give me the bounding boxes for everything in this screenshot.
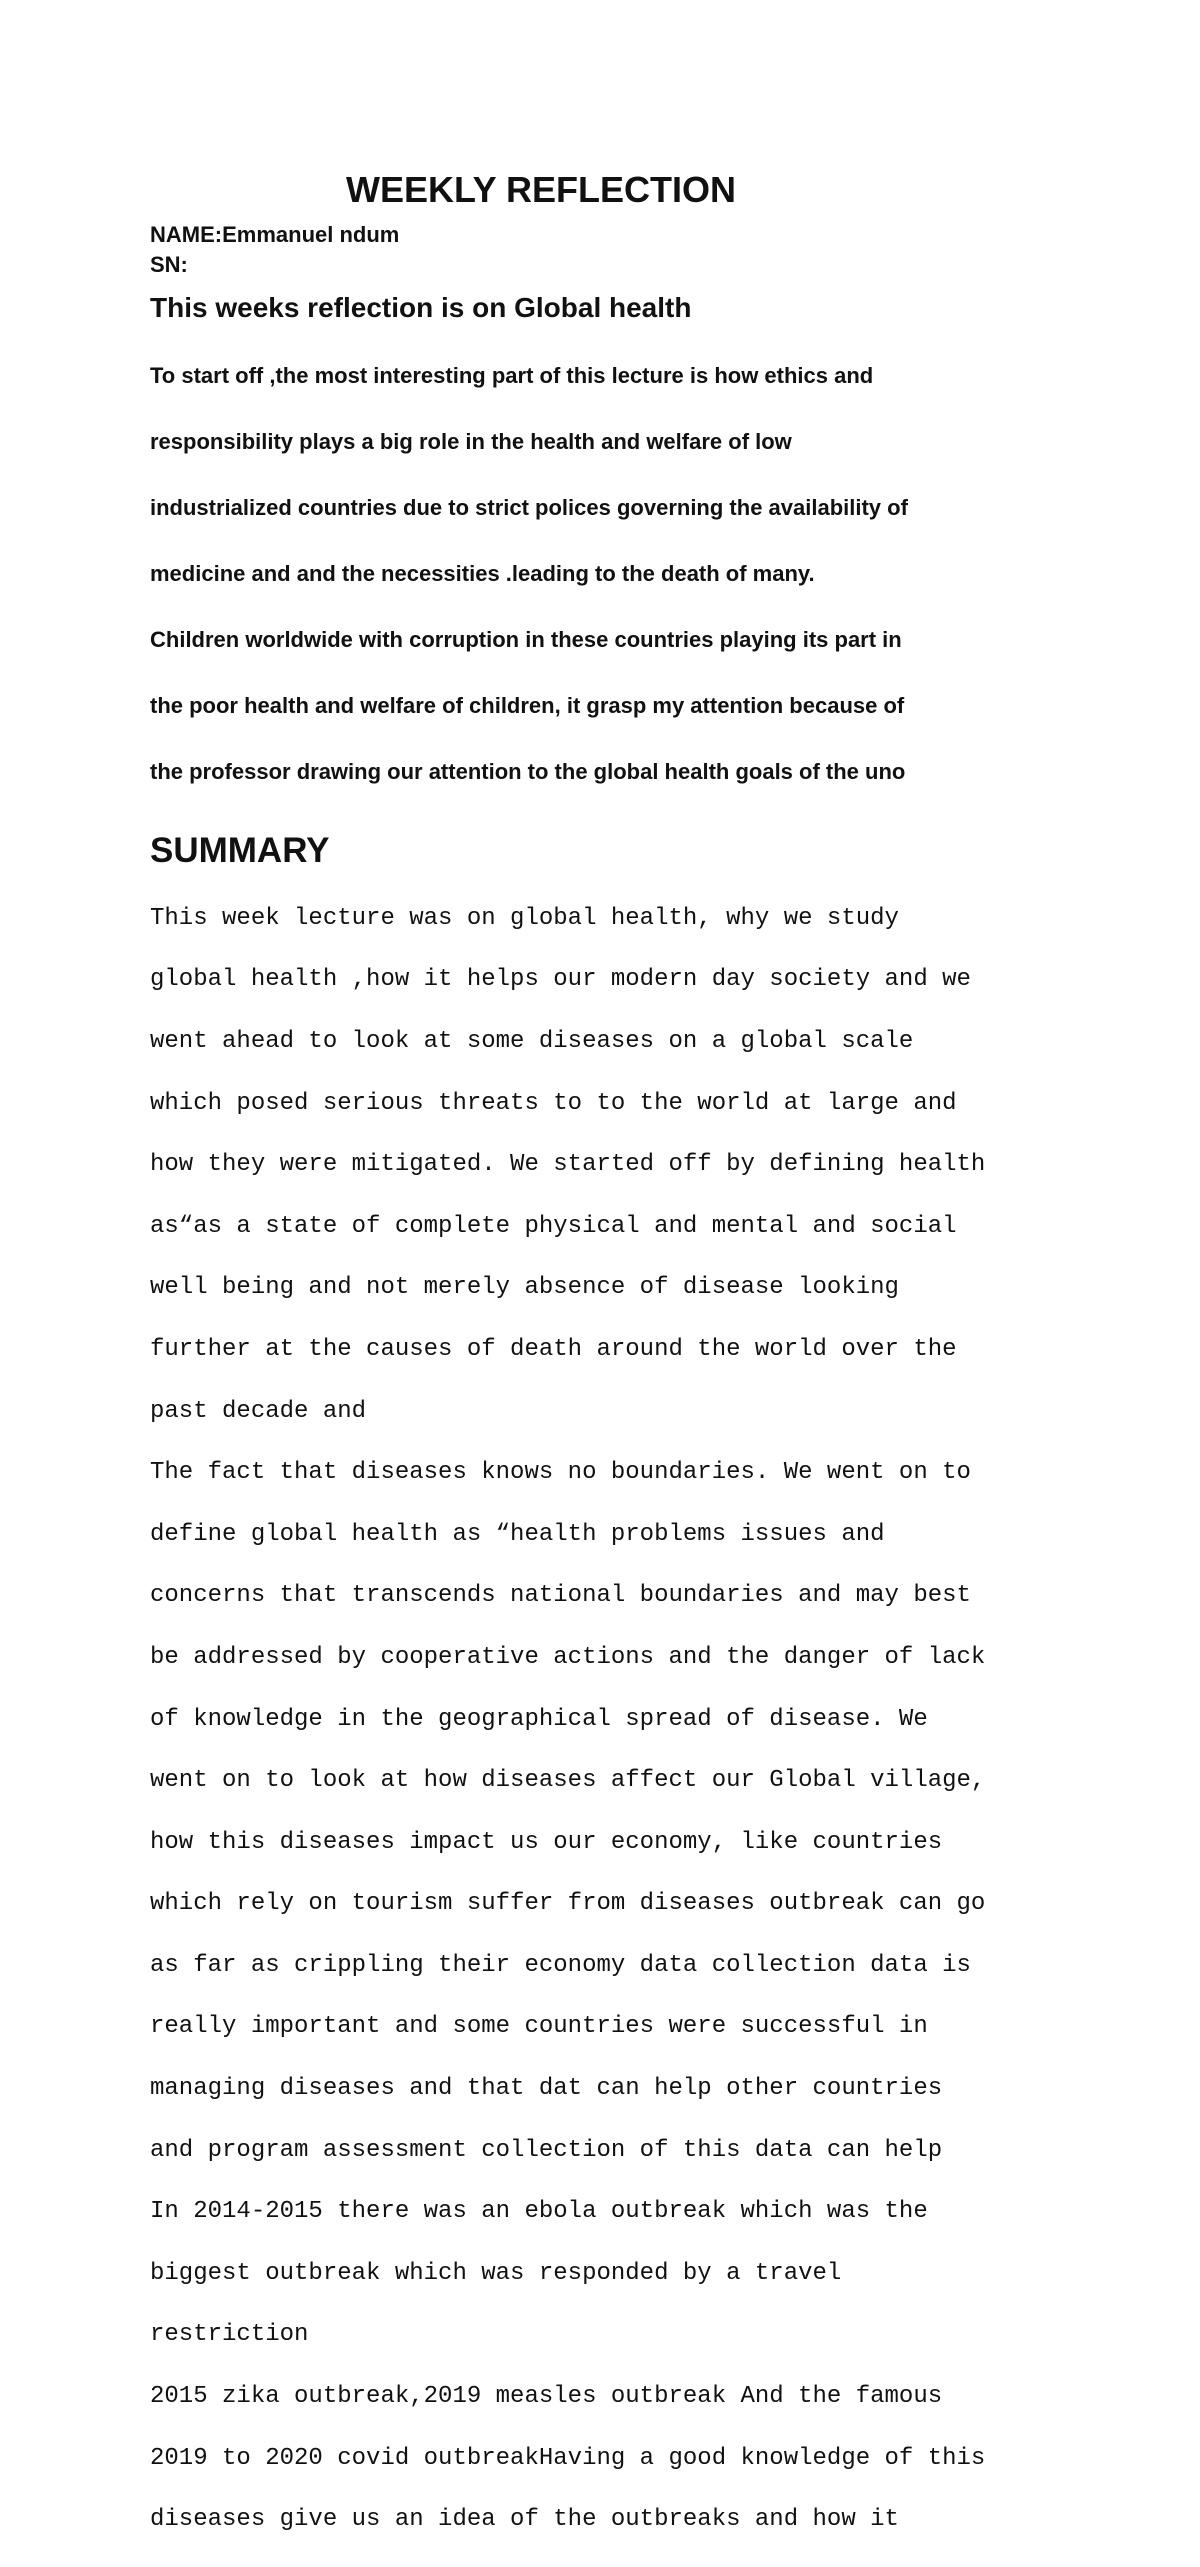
summary-line: went ahead to look at some diseases on a global scale bbox=[150, 1027, 914, 1055]
summary-line: biggest outbreak which was responded by a travel bbox=[150, 2259, 842, 2287]
intro-line: medicine and and the necessities .leading to the death of many. bbox=[150, 561, 815, 586]
summary-line: define global health as “health problems issues and bbox=[150, 1520, 885, 1548]
summary-line: how they were mitigated. We started off by defining health bbox=[150, 1151, 986, 1179]
intro-line: responsibility plays a big role in the health and welfare of low bbox=[150, 429, 792, 454]
summary-line: concerns that transcends national boundaries and may best bbox=[150, 1582, 971, 1610]
summary-line: which posed serious threats to to the world at large and bbox=[150, 1089, 957, 1117]
summary-line: further at the causes of death around the world over the bbox=[150, 1335, 957, 1363]
summary-line: went on to look at how diseases affect our Global village, bbox=[150, 1767, 986, 1795]
summary-line: The fact that diseases knows no boundaries. We went on to bbox=[150, 1459, 971, 1487]
summary-line: really important and some countries were successful in bbox=[150, 2013, 928, 2041]
summary-line: be addressed by cooperative actions and the danger of lack bbox=[150, 1643, 986, 1671]
summary-line: as“as a state of complete physical and mental and social bbox=[150, 1212, 957, 1240]
summary-line: which rely on tourism suffer from diseases outbreak can go bbox=[150, 1890, 986, 1918]
intro-paragraph bbox=[150, 326, 1060, 821]
summary-line: and program assessment collection of this data can help bbox=[150, 2136, 943, 2164]
summary-line: as far as crippling their economy data collection data is bbox=[150, 1951, 971, 1979]
summary-line: managing diseases and that dat can help other countries bbox=[150, 2075, 943, 2103]
summary-line: past decade and bbox=[150, 1397, 367, 1425]
document-title: WEEKLY REFLECTION bbox=[346, 169, 737, 210]
intro-line: the professor drawing our attention to the global health goals of the uno bbox=[150, 759, 906, 784]
summary-line: diseases give us an idea of the outbreaks and how it bbox=[150, 2506, 899, 2534]
intro-line: Children worldwide with corruption in these countries playing its part in bbox=[150, 627, 902, 652]
summary-line: 2015 zika outbreak,2019 measles outbreak And the famous bbox=[150, 2383, 943, 2411]
reflection-subtitle: This weeks reflection is on Global health bbox=[150, 292, 692, 323]
summary-line: restriction bbox=[150, 2321, 309, 2349]
intro-line: the poor health and welfare of children, it grasp my attention because of bbox=[150, 693, 905, 718]
summary-line: 2019 to 2020 covid outbreakHaving a good knowledge of this bbox=[150, 2444, 986, 2472]
summary-line: global health ,how it helps our modern day society and we bbox=[150, 966, 971, 994]
summary-paragraph bbox=[150, 873, 1060, 2567]
summary-line: This week lecture was on global health, why we study bbox=[150, 904, 899, 932]
summary-line: In 2014-2015 there was an ebola outbreak which was the bbox=[150, 2198, 928, 2226]
summary-heading: SUMMARY bbox=[150, 831, 330, 870]
intro-line: industrialized countries due to strict polices governing the availability of bbox=[150, 495, 908, 520]
summary-line: of knowledge in the geographical spread of disease. We bbox=[150, 1705, 928, 1733]
name-line: NAME:Emmanuel ndum bbox=[150, 222, 400, 247]
summary-line: well being and not merely absence of disease looking bbox=[150, 1274, 899, 1302]
intro-line: To start off ,the most interesting part of this lecture is how ethics and bbox=[150, 363, 874, 388]
sn-line: SN: bbox=[150, 252, 188, 277]
document-page bbox=[150, 168, 1060, 2567]
summary-line: how this diseases impact us our economy, like countries bbox=[150, 1828, 943, 1856]
